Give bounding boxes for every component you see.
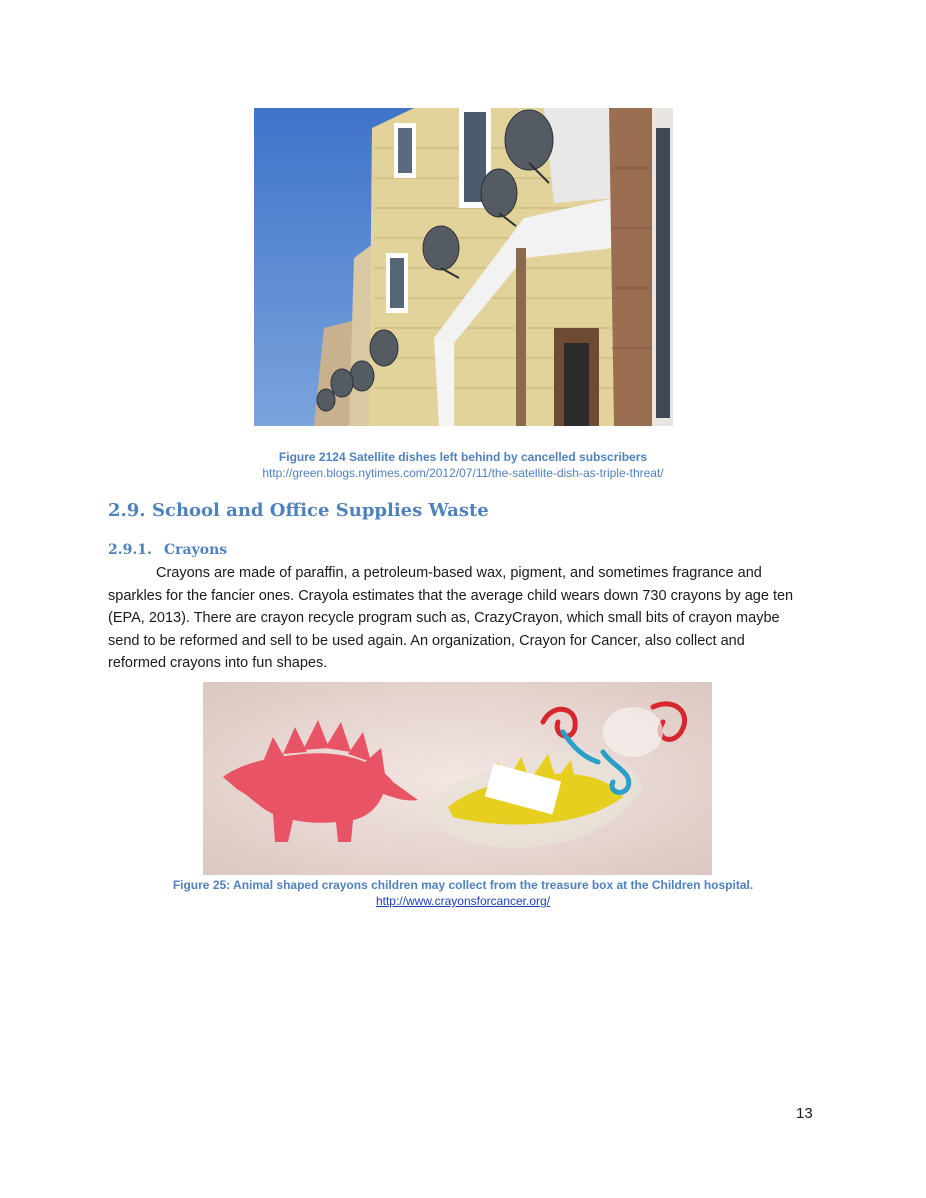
section-heading <box>108 499 489 523</box>
figure-1-caption <box>108 449 818 481</box>
section-number: 2.9. <box>108 500 146 521</box>
figure-2-title: Figure 25: Animal shaped crayons children may collect from the treasure box at the Children hospital. <box>172 878 754 892</box>
section-title: School and Office Supplies Waste <box>152 500 489 521</box>
subsection-number: 2.9.1. <box>108 542 152 558</box>
subsection-heading <box>108 540 227 560</box>
page-number: 13 <box>796 1105 813 1122</box>
subsection-title: Crayons <box>164 542 228 558</box>
figure-1-source: http://green.blogs.nytimes.com/2012/07/11/the-satellite-dish-as-triple-threat/ <box>262 466 664 480</box>
crayons-paragraph: Crayons are made of paraffin, a petroleum-based wax, pigment, and sometimes fragrance and sparkles for the fancier ones. Crayola estimates that the average child wears down 730 crayons by age ten (EPA, 2013). There are crayon recycle program such as, CrazyCrayon, which small bits of crayon maybe send to be reformed and sell to be used again. An organization, Crayon for Cancer, also collect and reformed crayons into fun shapes. <box>108 565 794 671</box>
crayons-photo <box>203 682 712 875</box>
satellite-dishes-photo <box>254 108 673 426</box>
figure-1-title: Figure 2124 Satellite dishes left behind by cancelled subscribers <box>278 450 648 464</box>
figure-2-caption <box>108 877 818 909</box>
figure-2-source-link[interactable]: http://www.crayonsforcancer.org/ <box>375 894 551 908</box>
